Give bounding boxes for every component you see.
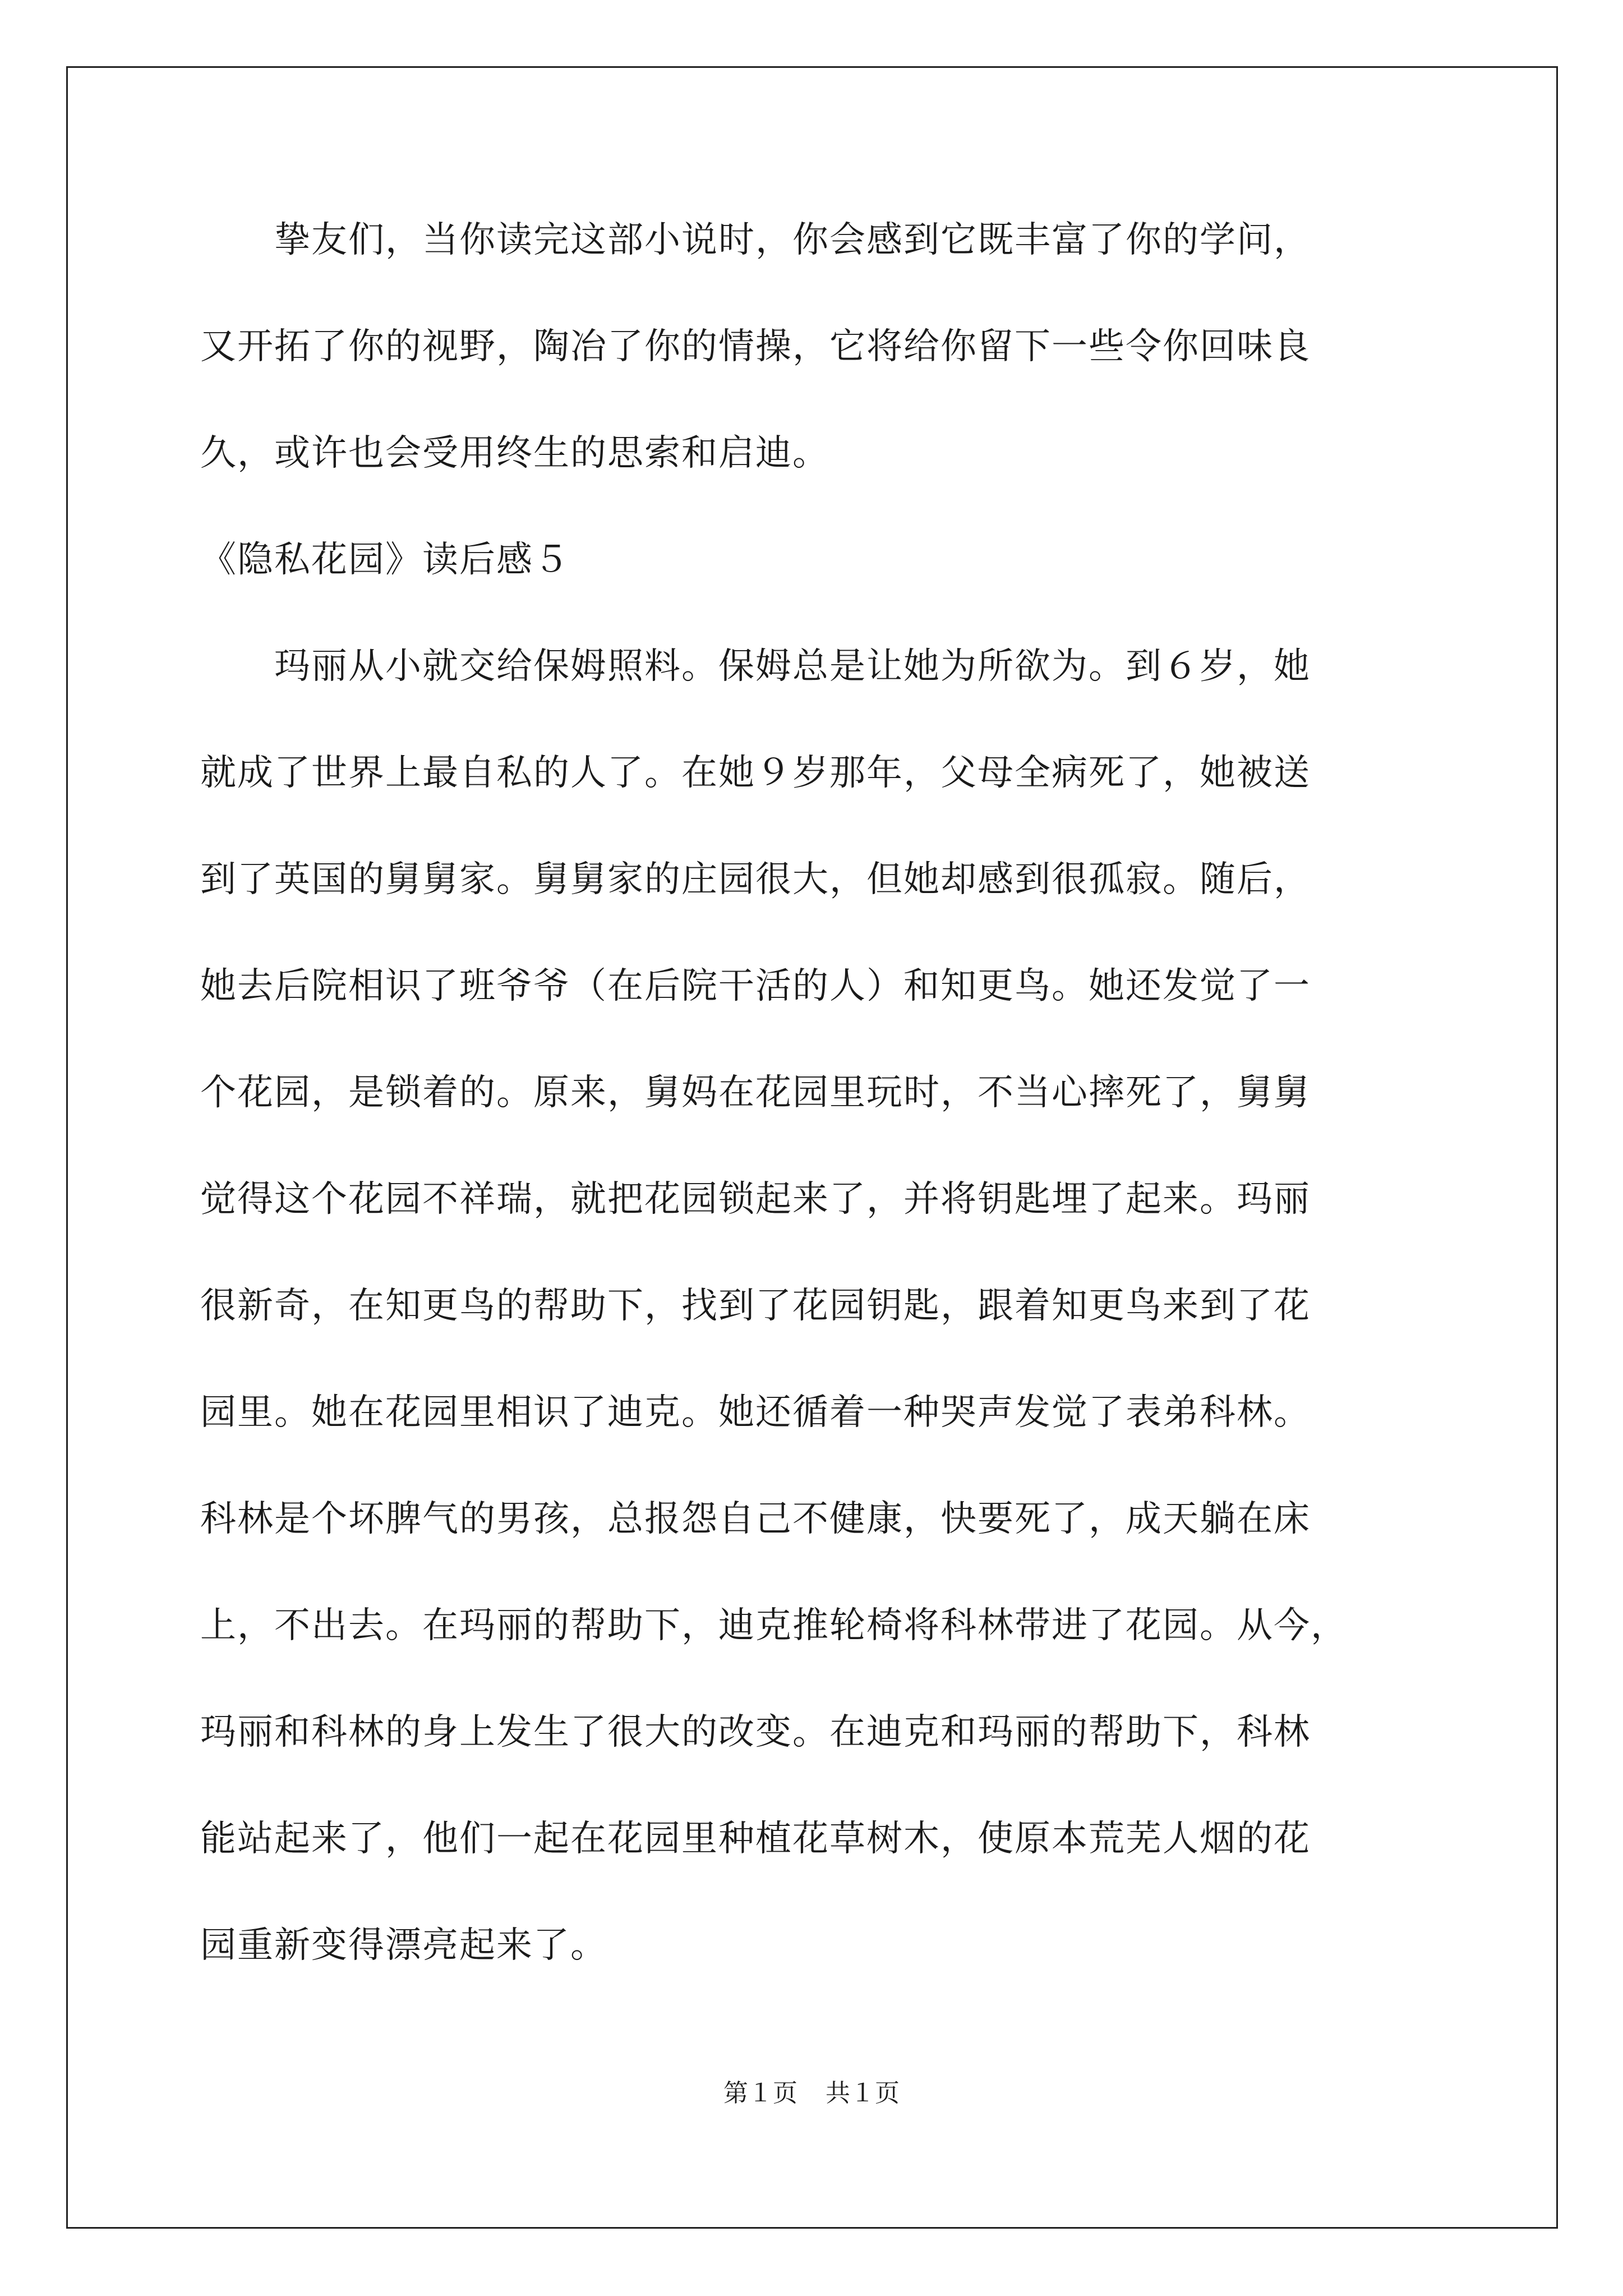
body-line: 又开拓了你的视野，陶冶了你的情操，它将给你留下一些令你回味良	[200, 326, 1311, 367]
page-footer	[0, 2077, 1623, 2110]
body-line: 能站起来了，他们一起在花园里种植花草树木，使原本荒芜人烟的花	[200, 1818, 1311, 1860]
section-heading: 《隐私花园》读后感５	[200, 539, 570, 581]
body-line: 很新奇，在知更鸟的帮助下，找到了花园钥匙，跟着知更鸟来到了花	[200, 1285, 1311, 1327]
body-line: 到了英国的舅舅家。舅舅家的庄园很大，但她却感到很孤寂。随后，	[200, 859, 1311, 900]
body-line: 园里。她在花园里相识了迪克。她还循着一种哭声发觉了表弟科林。	[200, 1392, 1311, 1433]
body-line: 玛丽从小就交给保姆照料。保姆总是让她为所欲为。到６岁，她	[200, 646, 1311, 687]
body-line: 科林是个坏脾气的男孩，总报怨自己不健康，快要死了，成天躺在床	[200, 1498, 1311, 1540]
body-line: 玛丽和科林的身上发生了很大的改变。在迪克和玛丽的帮助下，科林	[200, 1711, 1311, 1753]
body-line: 上，不出去。在玛丽的帮助下，迪克推轮椅将科林带进了花园。从今，	[200, 1605, 1348, 1646]
body-line: 久，或许也会受用终生的思索和启迪。	[200, 432, 829, 474]
body-line: 就成了世界上最自私的人了。在她９岁那年，父母全病死了，她被送	[200, 752, 1311, 794]
page-border	[66, 66, 1558, 2229]
page-number: 第１页	[723, 2079, 797, 2108]
body-line: 挚友们，当你读完这部小说时，你会感到它既丰富了你的学问，	[200, 219, 1311, 261]
page-total: 共１页	[826, 2079, 900, 2108]
body-line: 觉得这个花园不祥瑞，就把花园锁起来了，并将钥匙埋了起来。玛丽	[200, 1179, 1311, 1220]
body-line: 园重新变得漂亮起来了。	[200, 1925, 607, 1966]
body-line: 个花园，是锁着的。原来，舅妈在花园里玩时，不当心摔死了，舅舅	[200, 1072, 1311, 1114]
body-line: 她去后院相识了班爷爷（在后院干活的人）和知更鸟。她还发觉了一	[200, 965, 1311, 1007]
